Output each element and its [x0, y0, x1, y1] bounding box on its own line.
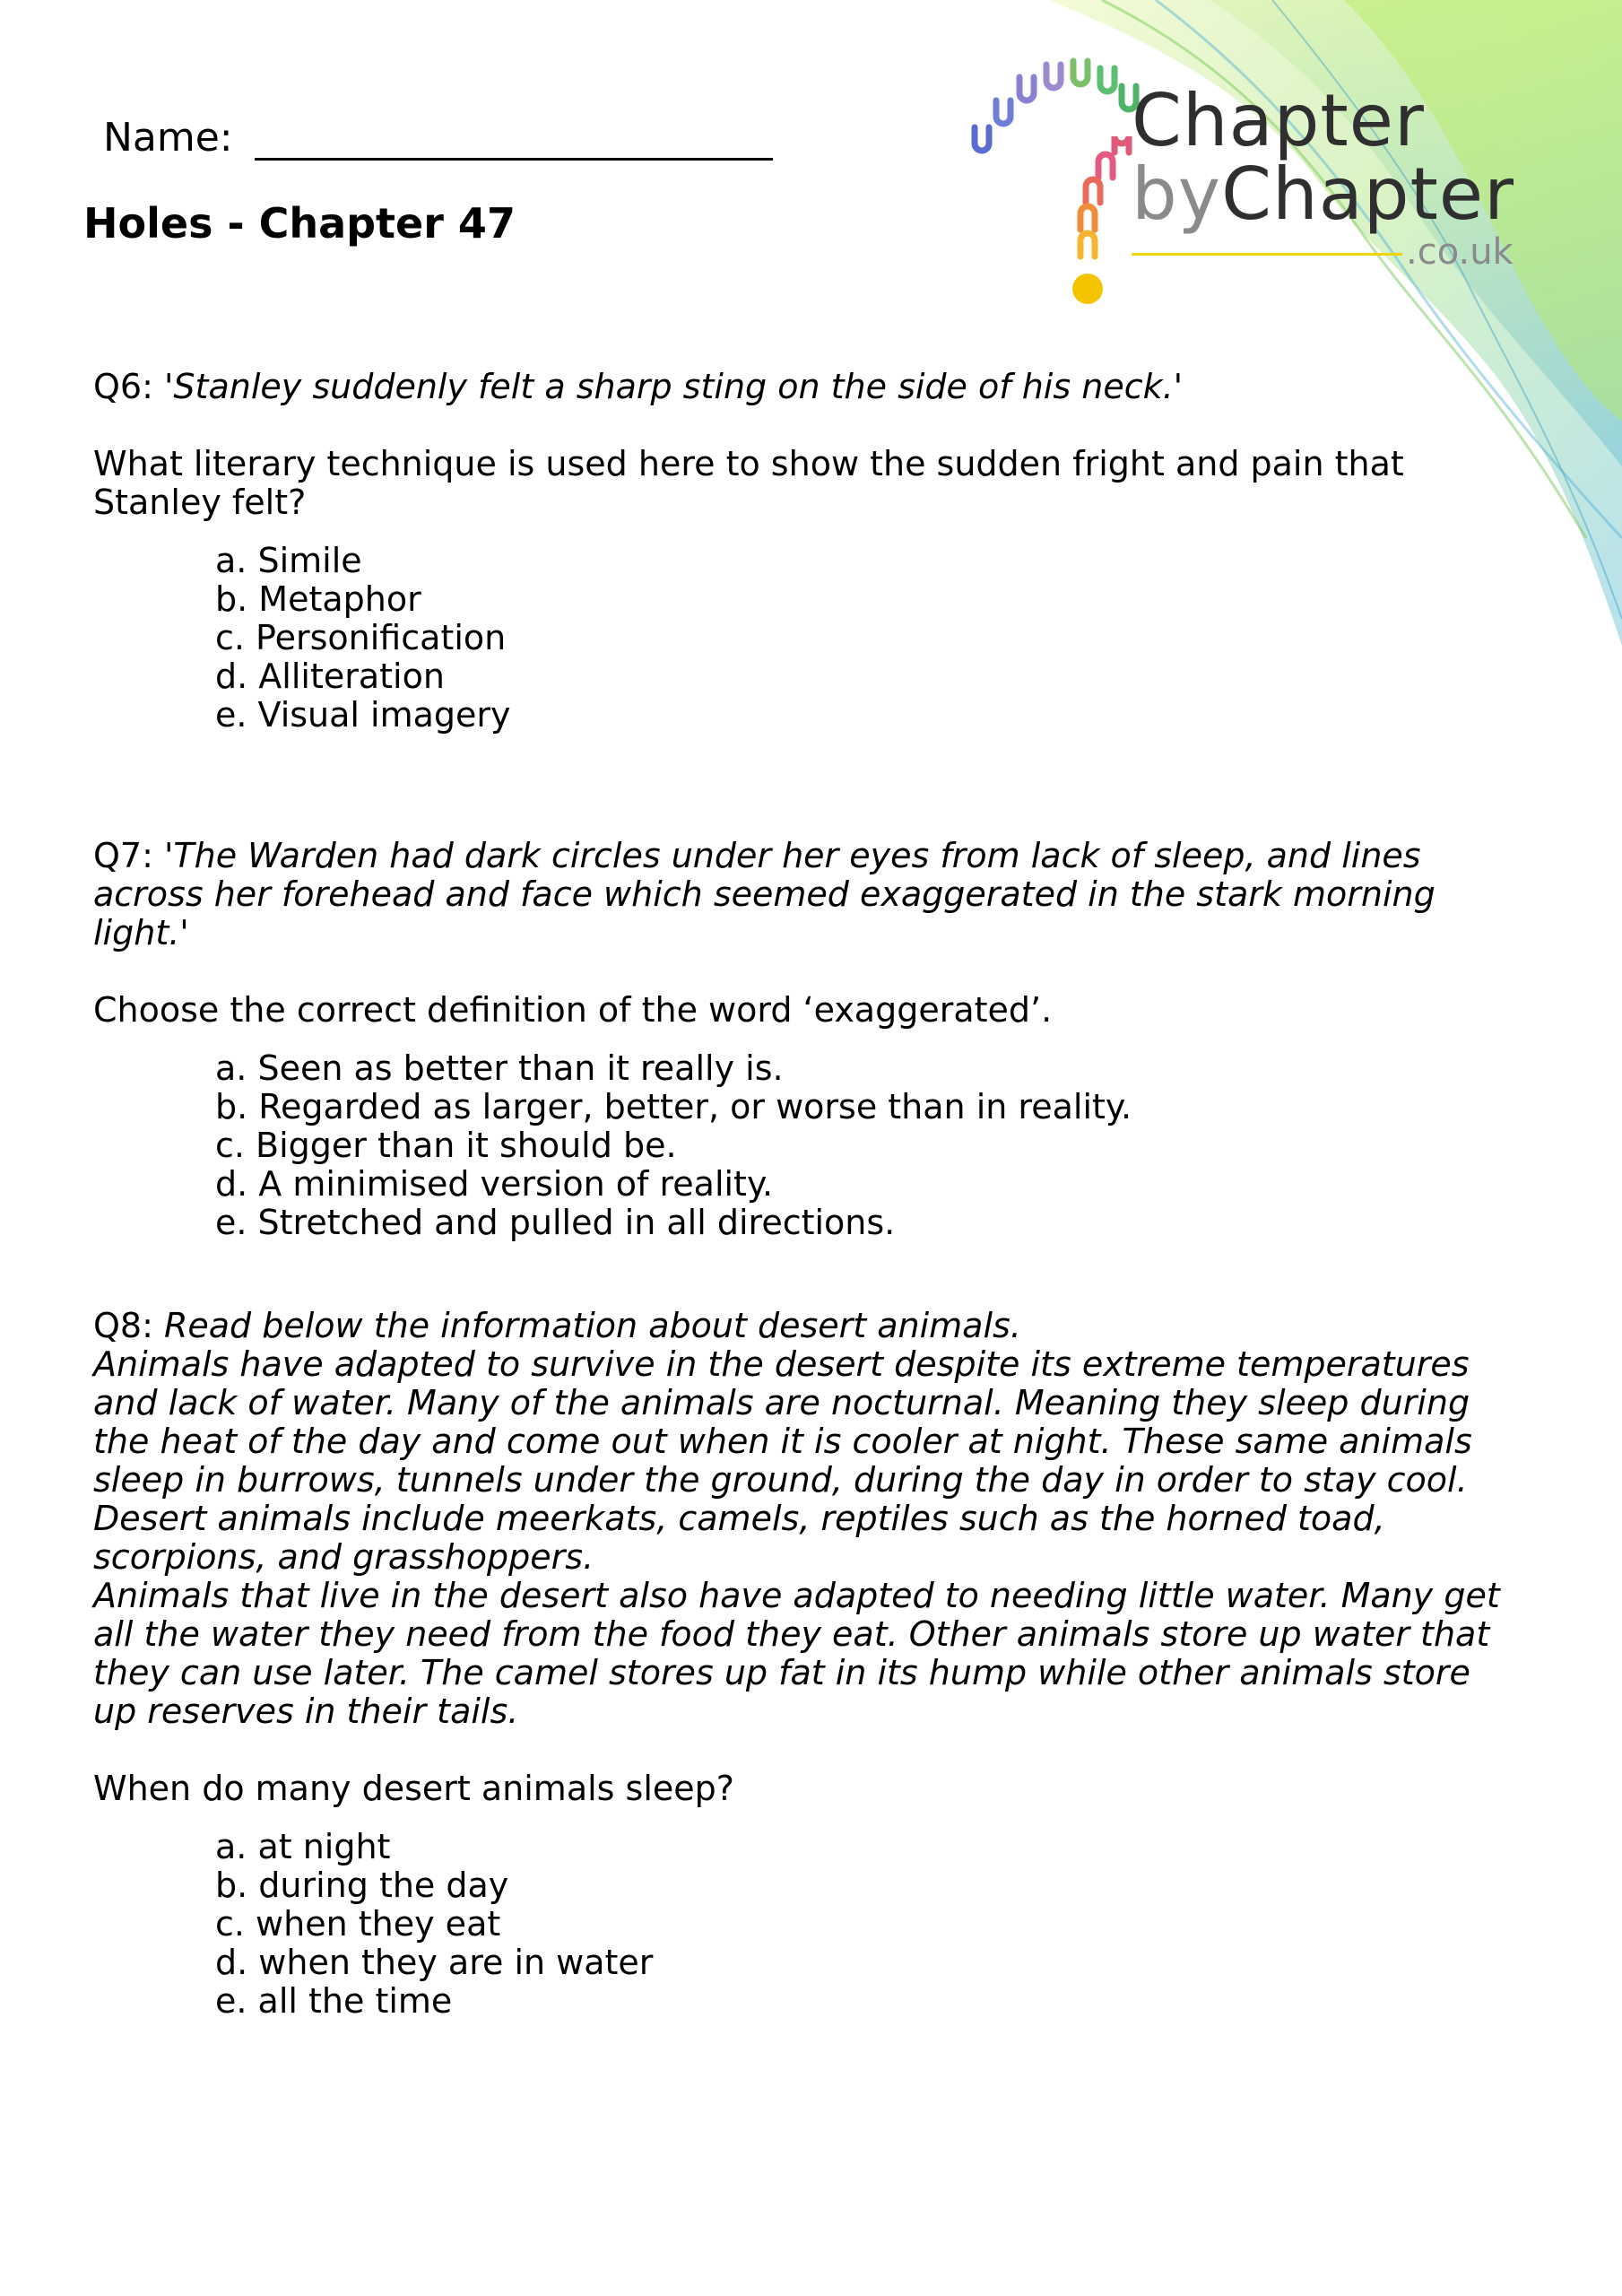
- question-intro: Read below the information about desert animals.: [163, 1306, 1021, 1345]
- answer-option[interactable]: d. Alliteration: [215, 657, 445, 696]
- logo-underline: [1132, 253, 1402, 256]
- page-title: Holes - Chapter 47: [83, 199, 516, 248]
- logo-chapter: Chapter: [1221, 152, 1514, 236]
- answer-option[interactable]: a. at night: [215, 1827, 391, 1866]
- answer-option[interactable]: b. during the day: [215, 1866, 509, 1905]
- name-blank-line[interactable]: [255, 118, 773, 161]
- answer-option[interactable]: d. when they are in water: [215, 1943, 654, 1982]
- answer-option[interactable]: d. A minimised version of reality.: [215, 1164, 774, 1204]
- question-prompt: Choose the correct definition of the word ‘exaggerated’.: [93, 990, 1053, 1030]
- passage-paragraph: Animals have adapted to survive in the desert despite its extreme temperatures and lack of water. Many of the animals are nocturnal. Meaning they sleep during the heat of the day and come out when it is cooler at night. These same animals sleep in burrows, tunnels under the ground, during the day in order to stay cool. Desert animals include meerkats, camels, reptiles such as the horned toad, scorpions, and grasshoppers.: [93, 1344, 1472, 1577]
- passage-paragraph: Animals that live in the desert also have adapted to needing little water. Many get all the water they need from the food they eat. Other animals store up water that they can use later. The camel stores up fat in its hump while other animals store up reserves in their tails.: [93, 1576, 1500, 1731]
- answer-options: [215, 1049, 1510, 1242]
- answer-option[interactable]: c. when they eat: [215, 1904, 501, 1944]
- answer-option[interactable]: c. Personification: [215, 618, 507, 657]
- name-label: Name:: [103, 115, 233, 161]
- question-stem: [93, 368, 1510, 406]
- answer-option[interactable]: e. all the time: [215, 1981, 453, 2021]
- reading-passage: [93, 1345, 1510, 1731]
- name-field-row: [103, 115, 773, 161]
- question-6: [93, 368, 1510, 735]
- question-quote: 'The Warden had dark circles under her eyes from lack of sleep, and lines across her forehead and face which seemed exaggerated in the stark morning light.': [93, 836, 1436, 952]
- answer-options: [215, 542, 1510, 735]
- answer-option[interactable]: b. Regarded as larger, better, or worse than in reality.: [215, 1087, 1132, 1126]
- logo-domain: .co.uk: [1406, 231, 1514, 273]
- question-prompt: What literary technique is used here to show the sudden fright and pain that Stanley felt?: [93, 444, 1404, 522]
- answer-option[interactable]: a. Seen as better than it really is.: [215, 1048, 784, 1088]
- logo-line-2: [1132, 152, 1514, 236]
- question-8: [93, 1307, 1510, 2021]
- question-prompt: When do many desert animals sleep?: [93, 1769, 734, 1808]
- question-label: Q6:: [93, 367, 153, 406]
- question-label: Q8:: [93, 1306, 153, 1345]
- logo-by: by: [1132, 152, 1222, 236]
- question-label: Q7:: [93, 836, 153, 875]
- question-7: [93, 837, 1510, 1242]
- question-stem: [93, 837, 1510, 952]
- logo-wordmark: [1132, 79, 1514, 236]
- answer-option[interactable]: e. Visual imagery: [215, 695, 511, 735]
- answer-option[interactable]: c. Bigger than it should be.: [215, 1126, 677, 1165]
- question-quote: 'Stanley suddenly felt a sharp sting on the side of his neck.': [163, 367, 1184, 406]
- answer-option[interactable]: e. Stretched and pulled in all directions.: [215, 1203, 896, 1242]
- logo-line-1: Chapter: [1132, 79, 1425, 162]
- answer-option[interactable]: b. Metaphor: [215, 579, 421, 619]
- answer-option[interactable]: a. Simile: [215, 541, 362, 580]
- question-stem: [93, 1307, 1510, 1345]
- answer-options: [215, 1828, 1510, 2021]
